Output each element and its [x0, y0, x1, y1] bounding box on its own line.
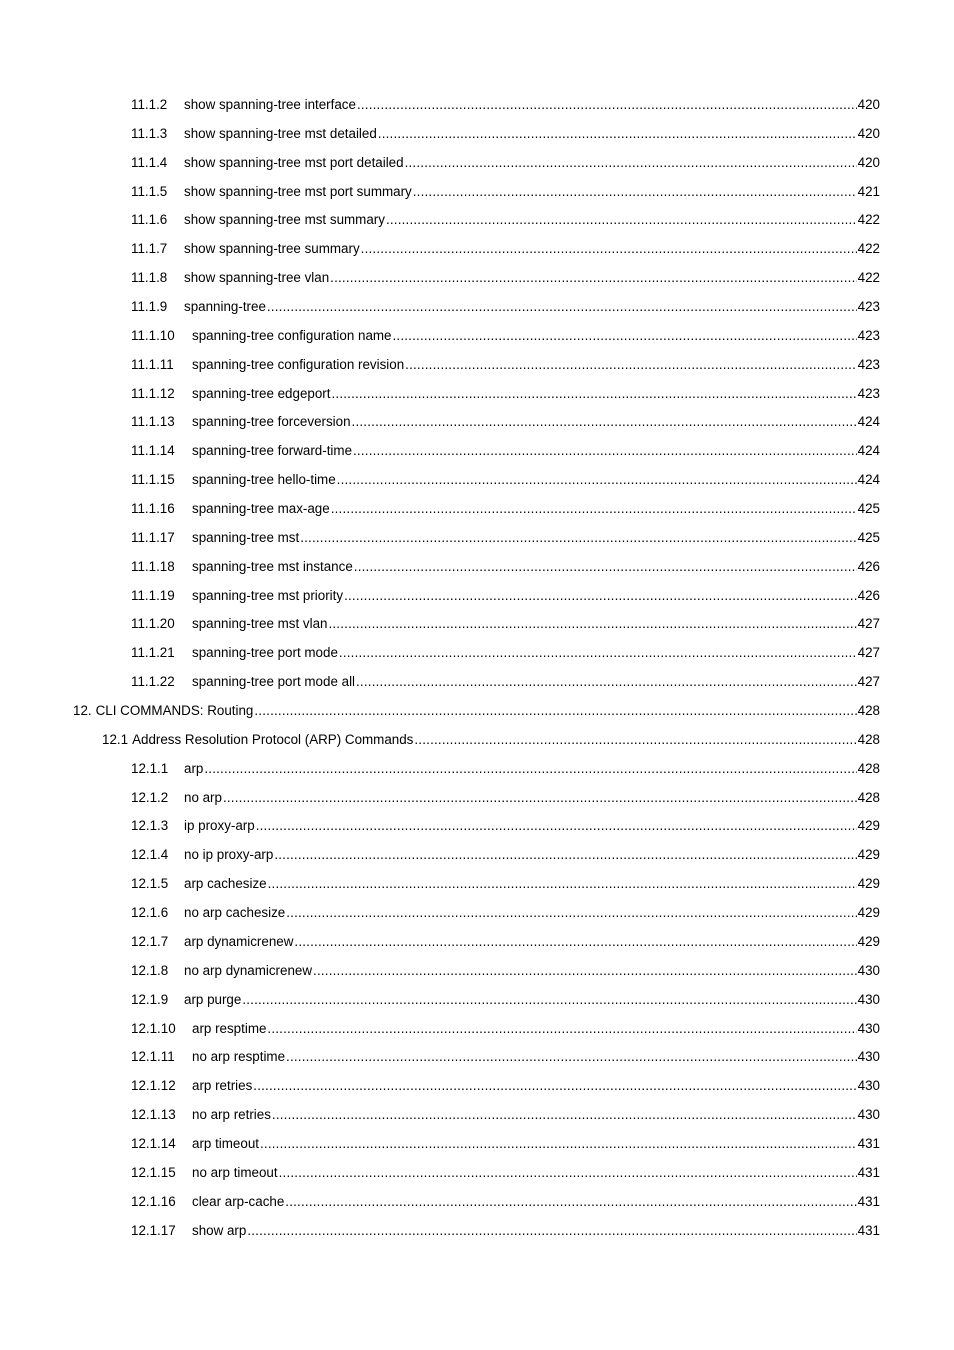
toc-entry-number: 11.1.7 [131, 241, 168, 257]
toc-entry[interactable] [0, 1159, 954, 1188]
toc-entry-number: 11.1.21 [131, 645, 175, 661]
toc-entry-number: 12.1.1 [131, 760, 169, 776]
toc-dot-leader [386, 206, 857, 235]
toc-entry-number: 12.1.6 [131, 905, 169, 921]
toc-entry[interactable] [0, 1130, 954, 1159]
toc-entry[interactable] [0, 264, 954, 293]
toc-entry-number: 11.1.6 [131, 212, 168, 228]
toc-entry-page-number[interactable]: 428 [857, 731, 880, 747]
toc-entry-title[interactable]: spanning-tree port mode [192, 645, 338, 661]
toc-dot-leader [279, 1159, 857, 1188]
toc-dot-leader [361, 235, 857, 264]
toc-entry-title[interactable]: Address Resolution Protocol (ARP) Commands [132, 731, 414, 747]
toc-entry-page-number[interactable]: 422 [857, 212, 880, 228]
toc-dot-leader [313, 957, 857, 986]
toc-dot-leader [204, 755, 856, 784]
toc-entry[interactable] [0, 466, 954, 495]
toc-dot-leader [353, 437, 857, 466]
toc-entry-title[interactable]: arp dynamicrenew [184, 933, 294, 949]
toc-entry[interactable] [0, 841, 954, 870]
toc-entry[interactable] [0, 726, 954, 755]
toc-entry-page-number[interactable]: 427 [857, 645, 880, 661]
toc-entry-page-number[interactable]: 428 [857, 789, 880, 805]
toc-entry-page-number[interactable]: 430 [857, 962, 880, 978]
toc-entry[interactable] [0, 899, 954, 928]
toc-entry-line [131, 1130, 880, 1159]
toc-entry[interactable] [0, 755, 954, 784]
toc-dot-leader [247, 1217, 856, 1246]
toc-entry-number: 11.1.12 [131, 385, 175, 401]
toc-entry[interactable] [0, 1072, 954, 1101]
toc-entry-page-number[interactable]: 430 [857, 1107, 880, 1123]
toc-entry-number: 11.1.20 [131, 616, 175, 632]
toc-entry[interactable] [0, 408, 954, 437]
toc-entry[interactable] [0, 149, 954, 178]
toc-entry-number: 12.1.9 [131, 991, 169, 1007]
toc-entry-line [131, 149, 880, 178]
toc-entry-line [131, 408, 880, 437]
toc-entry[interactable] [0, 380, 954, 409]
toc-entry-page-number[interactable]: 424 [857, 472, 880, 488]
toc-entry-page-number[interactable]: 422 [857, 241, 880, 257]
toc-entry[interactable] [0, 322, 954, 351]
toc-dot-leader [242, 986, 856, 1015]
toc-entry-title[interactable]: show spanning-tree summary [184, 241, 360, 257]
toc-entry-line [131, 841, 880, 870]
toc-entry-number: 12.1.12 [131, 1078, 176, 1094]
toc-dot-leader [354, 553, 857, 582]
toc-entry-line [131, 466, 880, 495]
toc-entry-line [131, 1072, 880, 1101]
toc-entry-page-number[interactable]: 424 [857, 414, 880, 430]
toc-entry[interactable] [0, 1188, 954, 1217]
toc-entry[interactable] [0, 120, 954, 149]
toc-dot-leader [300, 524, 856, 553]
toc-entry[interactable] [0, 610, 954, 639]
toc-entry[interactable] [0, 668, 954, 697]
toc-entry-page-number[interactable]: 429 [857, 818, 880, 834]
toc-entry-line [131, 899, 880, 928]
toc-entry-page-number[interactable]: 429 [857, 847, 880, 863]
toc-entry-title[interactable]: spanning-tree mst priority [192, 587, 344, 603]
toc-entry-title[interactable]: CLI COMMANDS: Routing [95, 703, 254, 719]
toc-dot-leader [357, 91, 857, 120]
toc-entry-line [131, 380, 880, 409]
toc-entry-title[interactable]: spanning-tree port mode all [192, 674, 356, 690]
toc-dot-leader [274, 841, 856, 870]
toc-entry-line [131, 1159, 880, 1188]
toc-entry-number: 11.1.17 [131, 529, 175, 545]
toc-dot-leader [286, 1043, 857, 1072]
toc-entry-number: 12.1.10 [131, 1020, 176, 1036]
toc-entry-title[interactable]: show spanning-tree vlan [184, 270, 330, 286]
toc-entry-title[interactable]: show spanning-tree interface [184, 97, 356, 112]
toc-entry-line [131, 582, 880, 611]
toc-entry-number: 12.1.17 [131, 1222, 176, 1238]
toc-entry[interactable] [0, 697, 954, 726]
toc-entry-line [131, 91, 880, 120]
toc-entry-number: 12.1.15 [131, 1164, 176, 1180]
toc-dot-leader [356, 668, 857, 697]
toc-entry-title[interactable]: no arp resptime [192, 1049, 286, 1065]
toc-entry-line [131, 322, 880, 351]
toc-entry-line [131, 870, 880, 899]
toc-entry-page-number[interactable]: 431 [857, 1164, 880, 1180]
toc-entry-number: 12.1.2 [131, 789, 169, 805]
toc-entry[interactable] [0, 986, 954, 1015]
toc-dot-leader [267, 1015, 856, 1044]
toc-entry-number: 12.1.11 [131, 1049, 175, 1065]
toc-entry-number: 11.1.19 [131, 587, 175, 603]
toc-entry-page-number[interactable]: 427 [857, 674, 880, 690]
toc-entry-line [131, 986, 880, 1015]
toc-entry-title[interactable]: no arp retries [192, 1107, 271, 1123]
toc-entry-page-number[interactable]: 424 [857, 443, 880, 459]
toc-entry-number: 12.1.13 [131, 1107, 176, 1123]
toc-entry-line [131, 524, 880, 553]
toc-entry-number: 11.1.4 [131, 154, 168, 170]
toc-entry-number: 12.1.7 [131, 933, 169, 949]
toc-entry[interactable] [0, 524, 954, 553]
toc-dot-leader [344, 582, 857, 611]
toc-entry-page-number[interactable]: 426 [857, 587, 880, 603]
toc-dot-leader [405, 351, 857, 380]
toc-entry-line [131, 178, 880, 207]
toc-entry-number: 12.1 [102, 731, 129, 747]
toc-entry-number: 11.1.13 [131, 414, 175, 430]
toc-entry[interactable] [0, 957, 954, 986]
toc-entry-title[interactable]: show spanning-tree mst detailed [184, 125, 377, 141]
toc-entry-number: 12.1.16 [131, 1193, 176, 1209]
toc-entry-page-number[interactable]: 425 [857, 501, 880, 517]
toc-entry-page-number[interactable]: 430 [857, 991, 880, 1007]
toc-entry-page-number[interactable]: 423 [857, 356, 880, 372]
toc-entry-number: 12.1.3 [131, 818, 169, 834]
toc-entry-page-number[interactable]: 427 [857, 616, 880, 632]
toc-entry[interactable] [0, 1101, 954, 1130]
toc-entry[interactable] [0, 178, 954, 207]
toc-entry-number: 11.1.5 [131, 183, 168, 199]
toc-entry-title[interactable]: spanning-tree [184, 299, 266, 315]
toc-entry-title[interactable]: no arp timeout [192, 1164, 278, 1180]
toc-entry-title[interactable]: no arp cachesize [184, 905, 286, 921]
toc-entry-line [131, 610, 880, 639]
toc-entry-page-number[interactable]: 423 [857, 299, 880, 315]
toc-dot-leader [260, 1130, 857, 1159]
toc-entry-title[interactable]: arp purge [184, 991, 242, 1007]
toc-entry-line [131, 351, 880, 380]
toc-entry-number: 11.1.16 [131, 501, 175, 517]
toc-dot-leader [285, 1188, 856, 1217]
toc-entry-page-number[interactable]: 428 [857, 760, 880, 776]
toc-entry-number: 11.1.9 [131, 299, 168, 315]
toc-entry-number: 12.1.4 [131, 847, 169, 863]
toc-entry-title[interactable]: arp resptime [192, 1020, 267, 1036]
toc-dot-leader [256, 812, 857, 841]
toc-dot-leader [413, 178, 857, 207]
toc-entry-title[interactable]: arp cachesize [184, 876, 267, 892]
toc-entry-page-number[interactable]: 431 [857, 1222, 880, 1238]
toc-entry[interactable] [0, 495, 954, 524]
toc-entry[interactable] [0, 91, 954, 120]
toc-entry-page-number[interactable]: 429 [857, 933, 880, 949]
toc-entry[interactable] [0, 1015, 954, 1044]
toc-dot-leader [331, 380, 856, 409]
toc-entry-title[interactable]: spanning-tree max-age [192, 501, 330, 517]
toc-entry-title[interactable]: show spanning-tree mst summary [184, 212, 385, 228]
toc-entry[interactable] [0, 437, 954, 466]
toc-entry-line [131, 235, 880, 264]
toc-entry[interactable] [0, 293, 954, 322]
toc-entry-line [131, 293, 880, 322]
toc-dot-leader [267, 293, 857, 322]
toc-entry-number: 12. [73, 703, 92, 719]
toc-entry-page-number[interactable]: 429 [857, 905, 880, 921]
toc-entry-title[interactable]: spanning-tree mst instance [192, 558, 353, 574]
toc-entry-number: 11.1.11 [131, 356, 174, 372]
toc-entry-number: 11.1.10 [131, 327, 175, 343]
toc-entry-title[interactable]: arp [184, 760, 204, 776]
toc-dot-leader [272, 1101, 857, 1130]
toc-entry-title[interactable]: spanning-tree forceversion [192, 414, 351, 430]
toc-entry-line [131, 639, 880, 668]
toc-entry-page-number[interactable]: 430 [857, 1020, 880, 1036]
toc-entry-number: 11.1.3 [131, 125, 168, 141]
toc-entry[interactable] [0, 784, 954, 813]
toc-entry-title[interactable]: no arp dynamicrenew [184, 962, 313, 978]
toc-entry-line [102, 726, 880, 755]
toc-entry-page-number[interactable]: 421 [857, 183, 880, 199]
toc-entry-line [131, 812, 880, 841]
toc-entry-line [131, 495, 880, 524]
toc-entry-number: 11.1.14 [131, 443, 175, 459]
toc-entry-line [131, 784, 880, 813]
toc-dot-leader [352, 408, 857, 437]
table-of-contents [0, 91, 954, 1245]
toc-dot-leader [414, 726, 856, 755]
toc-entry-title[interactable]: show spanning-tree mst port summary [184, 183, 412, 199]
toc-entry-title[interactable]: spanning-tree hello-time [192, 472, 336, 488]
toc-entry-title[interactable]: ip proxy-arp [184, 818, 255, 834]
toc-entry-title[interactable]: spanning-tree forward-time [192, 443, 353, 459]
toc-entry[interactable] [0, 812, 954, 841]
toc-entry-line [131, 1188, 880, 1217]
toc-entry-page-number[interactable]: 423 [857, 385, 880, 401]
toc-entry-number: 11.1.8 [131, 270, 168, 286]
toc-entry-line [131, 1101, 880, 1130]
toc-dot-leader [223, 784, 857, 813]
toc-entry[interactable] [0, 553, 954, 582]
toc-entry-page-number[interactable]: 425 [857, 529, 880, 545]
toc-entry-line [73, 697, 880, 726]
toc-entry-page-number[interactable]: 420 [857, 125, 880, 141]
toc-entry[interactable] [0, 928, 954, 957]
toc-dot-leader [378, 120, 857, 149]
toc-entry-page-number[interactable]: 420 [857, 154, 880, 170]
toc-entry-title[interactable]: spanning-tree configuration revision [192, 356, 405, 372]
toc-entry[interactable] [0, 206, 954, 235]
toc-entry-title[interactable]: clear arp-cache [192, 1193, 285, 1209]
toc-entry-number: 11.1.18 [131, 558, 175, 574]
toc-entry-page-number[interactable]: 429 [857, 876, 880, 892]
toc-entry-title[interactable]: spanning-tree edgeport [192, 385, 331, 401]
toc-entry-title[interactable]: arp timeout [192, 1135, 259, 1151]
toc-entry-number: 12.1.8 [131, 962, 169, 978]
toc-entry-number: 12.1.5 [131, 876, 169, 892]
toc-entry-line [131, 553, 880, 582]
toc-entry-line [131, 264, 880, 293]
toc-entry-title[interactable]: no arp [184, 789, 222, 805]
toc-entry-line [131, 755, 880, 784]
toc-entry-page-number[interactable]: 430 [857, 1078, 880, 1094]
toc-entry[interactable] [0, 582, 954, 611]
toc-entry[interactable] [0, 1217, 954, 1246]
toc-entry-number: 11.1.22 [131, 674, 175, 690]
toc-dot-leader [328, 610, 856, 639]
toc-entry-number: 12.1.14 [131, 1135, 176, 1151]
toc-dot-leader [330, 264, 857, 293]
toc-entry[interactable] [0, 870, 954, 899]
toc-entry-line [131, 1015, 880, 1044]
toc-dot-leader [331, 495, 857, 524]
toc-dot-leader [393, 322, 857, 351]
toc-entry[interactable] [0, 351, 954, 380]
toc-entry-line [131, 1217, 880, 1246]
toc-entry-line [131, 120, 880, 149]
toc-entry-number: 11.1.2 [131, 97, 168, 112]
toc-dot-leader [254, 697, 856, 726]
toc-dot-leader [286, 899, 856, 928]
toc-entry-line [131, 437, 880, 466]
toc-entry-page-number[interactable]: 431 [857, 1193, 880, 1209]
toc-entry-number: 11.1.15 [131, 472, 175, 488]
toc-entry-page-number[interactable]: 423 [857, 327, 880, 343]
toc-entry-line [131, 928, 880, 957]
toc-dot-leader [337, 466, 857, 495]
toc-entry-title[interactable]: show arp [192, 1222, 247, 1238]
toc-entry-title[interactable]: spanning-tree configuration name [192, 327, 392, 343]
toc-entry-page-number[interactable]: 420 [857, 97, 880, 112]
toc-entry-page-number[interactable]: 431 [857, 1135, 880, 1151]
toc-dot-leader [339, 639, 857, 668]
toc-entry-title[interactable]: show spanning-tree mst port detailed [184, 154, 404, 170]
toc-entry-page-number[interactable]: 430 [857, 1049, 880, 1065]
toc-entry-title[interactable]: arp retries [192, 1078, 253, 1094]
toc-dot-leader [253, 1072, 856, 1101]
toc-entry-title[interactable]: no ip proxy-arp [184, 847, 274, 863]
toc-entry-line [131, 668, 880, 697]
toc-entry-page-number[interactable]: 426 [857, 558, 880, 574]
toc-entry-line [131, 957, 880, 986]
toc-entry-line [131, 206, 880, 235]
toc-entry[interactable] [0, 639, 954, 668]
toc-entry-title[interactable]: spanning-tree mst vlan [192, 616, 328, 632]
toc-dot-leader [294, 928, 856, 957]
toc-entry-line [131, 1043, 880, 1072]
toc-entry[interactable] [0, 235, 954, 264]
toc-entry-page-number[interactable]: 428 [857, 703, 880, 719]
toc-entry-title[interactable]: spanning-tree mst [192, 529, 300, 545]
toc-dot-leader [405, 149, 857, 178]
toc-entry-page-number[interactable]: 422 [857, 270, 880, 286]
toc-entry[interactable] [0, 1043, 954, 1072]
toc-dot-leader [268, 870, 857, 899]
